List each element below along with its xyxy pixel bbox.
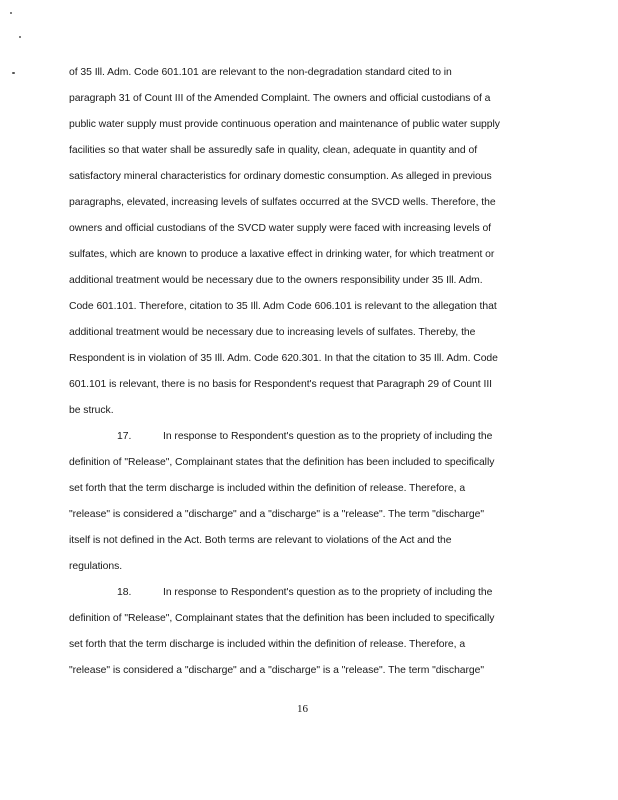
- text-line: be struck.: [69, 405, 114, 416]
- paragraph-18-first-line: [117, 586, 492, 600]
- text-line: paragraph 31 of Count III of the Amended Complaint. The owners and official custodians of a: [69, 93, 491, 104]
- text-line: public water supply must provide continuous operation and maintenance of public water supply: [69, 119, 500, 130]
- text-line: 601.101 is relevant, there is no basis for Respondent's request that Paragraph 29 of Count III: [69, 379, 492, 390]
- paragraph-number: 18.: [117, 587, 132, 598]
- text-line: In response to Respondent's question as to the propriety of including the: [163, 587, 493, 598]
- text-line: definition of "Release", Complainant states that the definition has been included to specifically: [69, 613, 495, 624]
- text-line: Respondent is in violation of 35 Ill. Adm. Code 620.301. In that the citation to 35 Ill. Adm. Code: [69, 353, 498, 364]
- paragraph-17-first-line: [117, 430, 492, 444]
- text-line: definition of "Release", Complainant states that the definition has been included to specifically: [69, 457, 495, 468]
- text-line: satisfactory mineral characteristics for ordinary domestic consumption. As alleged in previous: [69, 171, 492, 182]
- scan-speck: [12, 72, 15, 74]
- text-line: "release" is considered a "discharge" and a "discharge" is a "release". The term "discharge": [69, 665, 485, 676]
- text-line: itself is not defined in the Act. Both terms are relevant to violations of the Act and the: [69, 535, 452, 546]
- text-line: additional treatment would be necessary due to increasing levels of sulfates. Thereby, the: [69, 327, 476, 338]
- page-number: 16: [297, 703, 308, 715]
- text-line: Code 601.101. Therefore, citation to 35 Ill. Adm Code 606.101 is relevant to the allegation that: [69, 301, 497, 312]
- text-line: additional treatment would be necessary due to the owners responsibility under 35 Ill. Adm.: [69, 275, 483, 286]
- text-line: "release" is considered a "discharge" and a "discharge" is a "release". The term "discharge": [69, 509, 485, 520]
- text-line: facilities so that water shall be assuredly safe in quality, clean, adequate in quantity and of: [69, 145, 478, 156]
- text-line: set forth that the term discharge is included within the definition of release. Therefore, a: [69, 639, 466, 650]
- text-line: of 35 Ill. Adm. Code 601.101 are relevant to the non-degradation standard cited to in: [69, 67, 452, 78]
- text-line: regulations.: [69, 561, 123, 572]
- paragraph-number: 17.: [117, 431, 132, 442]
- text-line: owners and official custodians of the SVCD water supply were faced with increasing levels of: [69, 223, 492, 234]
- text-line: set forth that the term discharge is included within the definition of release. Therefore, a: [69, 483, 466, 494]
- text-line: In response to Respondent's question as to the propriety of including the: [163, 431, 493, 442]
- text-line: paragraphs, elevated, increasing levels of sulfates occurred at the SVCD wells. Therefore, the: [69, 197, 496, 208]
- scan-speck: [10, 12, 12, 14]
- text-line: sulfates, which are known to produce a laxative effect in drinking water, for which treatment or: [69, 249, 495, 260]
- scan-speck: [19, 36, 21, 38]
